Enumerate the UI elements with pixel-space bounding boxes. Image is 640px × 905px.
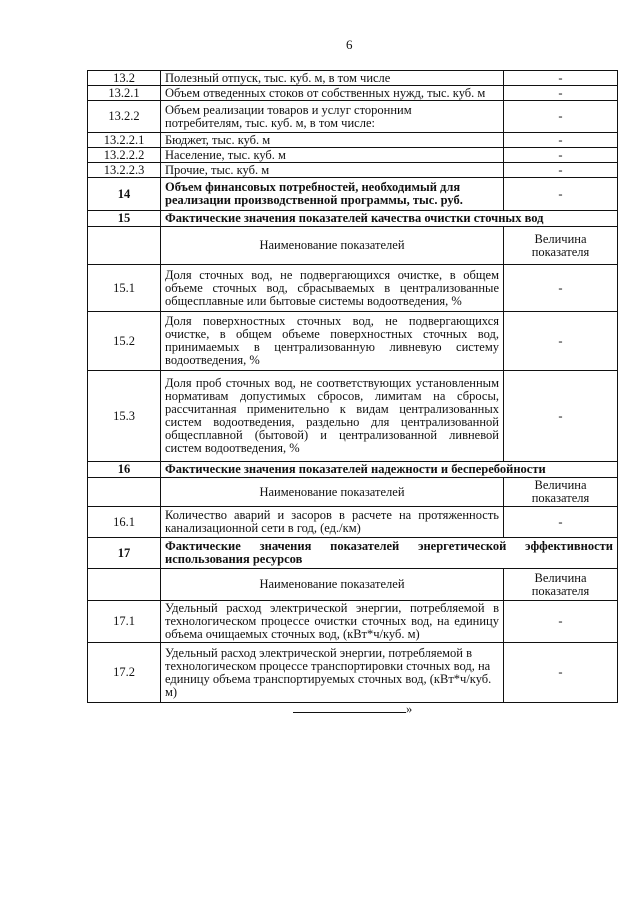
row-name: Доля сточных вод, не подвергающихся очистке, в общем объеме сточных вод, сбрасываемых в централизованные общесплавные или бытовые системы водоотведения, % bbox=[161, 265, 504, 312]
header-empty-cell bbox=[88, 569, 161, 601]
header-value: Величина показателя bbox=[504, 478, 618, 507]
row-value: - bbox=[504, 265, 618, 312]
header-empty-cell bbox=[88, 478, 161, 507]
row-value: - bbox=[504, 507, 618, 538]
row-name: Объем реализации товаров и услуг сторонним потребителям, тыс. куб. м, в том числе: bbox=[161, 101, 504, 133]
row-name: Объем финансовых потребностей, необходимый для реализации производственной программы, тыс. руб. bbox=[161, 178, 504, 211]
row-name: Полезный отпуск, тыс. куб. м, в том числе bbox=[161, 71, 504, 86]
table-row bbox=[88, 101, 618, 133]
row-value: - bbox=[504, 163, 618, 178]
row-value: - bbox=[504, 178, 618, 211]
row-number: 15.2 bbox=[88, 312, 161, 371]
table-row bbox=[88, 265, 618, 312]
closing-underline bbox=[293, 701, 406, 713]
column-header-row bbox=[88, 478, 618, 507]
row-number: 13.2.2.3 bbox=[88, 163, 161, 178]
row-name: Население, тыс. куб. м bbox=[161, 148, 504, 163]
column-header-row bbox=[88, 569, 618, 601]
section-number: 15 bbox=[88, 211, 161, 227]
closing-quote-mark: » bbox=[406, 702, 413, 716]
closing-line bbox=[293, 701, 412, 716]
row-name: Бюджет, тыс. куб. м bbox=[161, 133, 504, 148]
row-value: - bbox=[504, 133, 618, 148]
row-number: 14 bbox=[88, 178, 161, 211]
row-value: - bbox=[504, 71, 618, 86]
table-row bbox=[88, 643, 618, 703]
table-row bbox=[88, 133, 618, 148]
row-name: Доля поверхностных сточных вод, не подвергающихся очистке, в общем объеме поверхностных сточных вод, принимаемых в централизованную ливневую систему водоотведения, % bbox=[161, 312, 504, 371]
table-row-section-14 bbox=[88, 178, 618, 211]
header-value: Величина показателя bbox=[504, 227, 618, 265]
row-value: - bbox=[504, 101, 618, 133]
table-row bbox=[88, 312, 618, 371]
row-number: 13.2.2.1 bbox=[88, 133, 161, 148]
row-number: 16.1 bbox=[88, 507, 161, 538]
column-header-row bbox=[88, 227, 618, 265]
row-name: Удельный расход электрической энергии, потребляемой в технологическом процессе транспортировки сточных вод, на единицу объема транспортируемых сточных вод, (кВт*ч/куб. м) bbox=[161, 643, 504, 703]
row-number: 15.1 bbox=[88, 265, 161, 312]
section-number: 16 bbox=[88, 462, 161, 478]
table-row bbox=[88, 71, 618, 86]
indicators-table bbox=[87, 70, 618, 703]
table-row bbox=[88, 371, 618, 462]
row-value: - bbox=[504, 312, 618, 371]
section-title: Фактические значения показателей качества очистки сточных вод bbox=[161, 211, 618, 227]
section-title-row-16 bbox=[88, 462, 618, 478]
table-row bbox=[88, 163, 618, 178]
header-name: Наименование показателей bbox=[161, 569, 504, 601]
header-empty-cell bbox=[88, 227, 161, 265]
row-value: - bbox=[504, 86, 618, 101]
row-number: 13.2.2 bbox=[88, 101, 161, 133]
section-title: Фактические значения показателей энергетической эффективности использования ресурсов bbox=[161, 538, 618, 569]
table-row bbox=[88, 507, 618, 538]
row-number: 13.2 bbox=[88, 71, 161, 86]
row-number: 17.2 bbox=[88, 643, 161, 703]
row-name: Удельный расход электрической энергии, потребляемой в технологическом процессе очистки сточных вод, на единицу объема очищаемых сточных вод, (кВт*ч/куб. м) bbox=[161, 601, 504, 643]
section-number: 17 bbox=[88, 538, 161, 569]
table-row bbox=[88, 601, 618, 643]
section-title: Фактические значения показателей надежности и бесперебойности bbox=[161, 462, 618, 478]
row-name: Доля проб сточных вод, не соответствующих установленным нормативам допустимых сбросов, лимитам на сбросы, рассчитанная применительно к видам централизованных систем водоотведения, раздельно для централизованной общесплавной (бытовой) и централизованной ливневой систем водоотведения, % bbox=[161, 371, 504, 462]
header-name: Наименование показателей bbox=[161, 227, 504, 265]
header-name: Наименование показателей bbox=[161, 478, 504, 507]
row-value: - bbox=[504, 148, 618, 163]
row-number: 13.2.2.2 bbox=[88, 148, 161, 163]
header-value: Величина показателя bbox=[504, 569, 618, 601]
row-number: 15.3 bbox=[88, 371, 161, 462]
row-name: Прочие, тыс. куб. м bbox=[161, 163, 504, 178]
row-number: 17.1 bbox=[88, 601, 161, 643]
row-name: Объем отведенных стоков от собственных нужд, тыс. куб. м bbox=[161, 86, 504, 101]
table-row bbox=[88, 86, 618, 101]
row-value: - bbox=[504, 371, 618, 462]
row-name: Количество аварий и засоров в расчете на протяженность канализационной сети в год, (ед./км) bbox=[161, 507, 504, 538]
row-number: 13.2.1 bbox=[88, 86, 161, 101]
row-value: - bbox=[504, 643, 618, 703]
table-row bbox=[88, 148, 618, 163]
section-title-row-15 bbox=[88, 211, 618, 227]
page-number: 6 bbox=[346, 37, 353, 52]
section-title-row-17 bbox=[88, 538, 618, 569]
row-value: - bbox=[504, 601, 618, 643]
